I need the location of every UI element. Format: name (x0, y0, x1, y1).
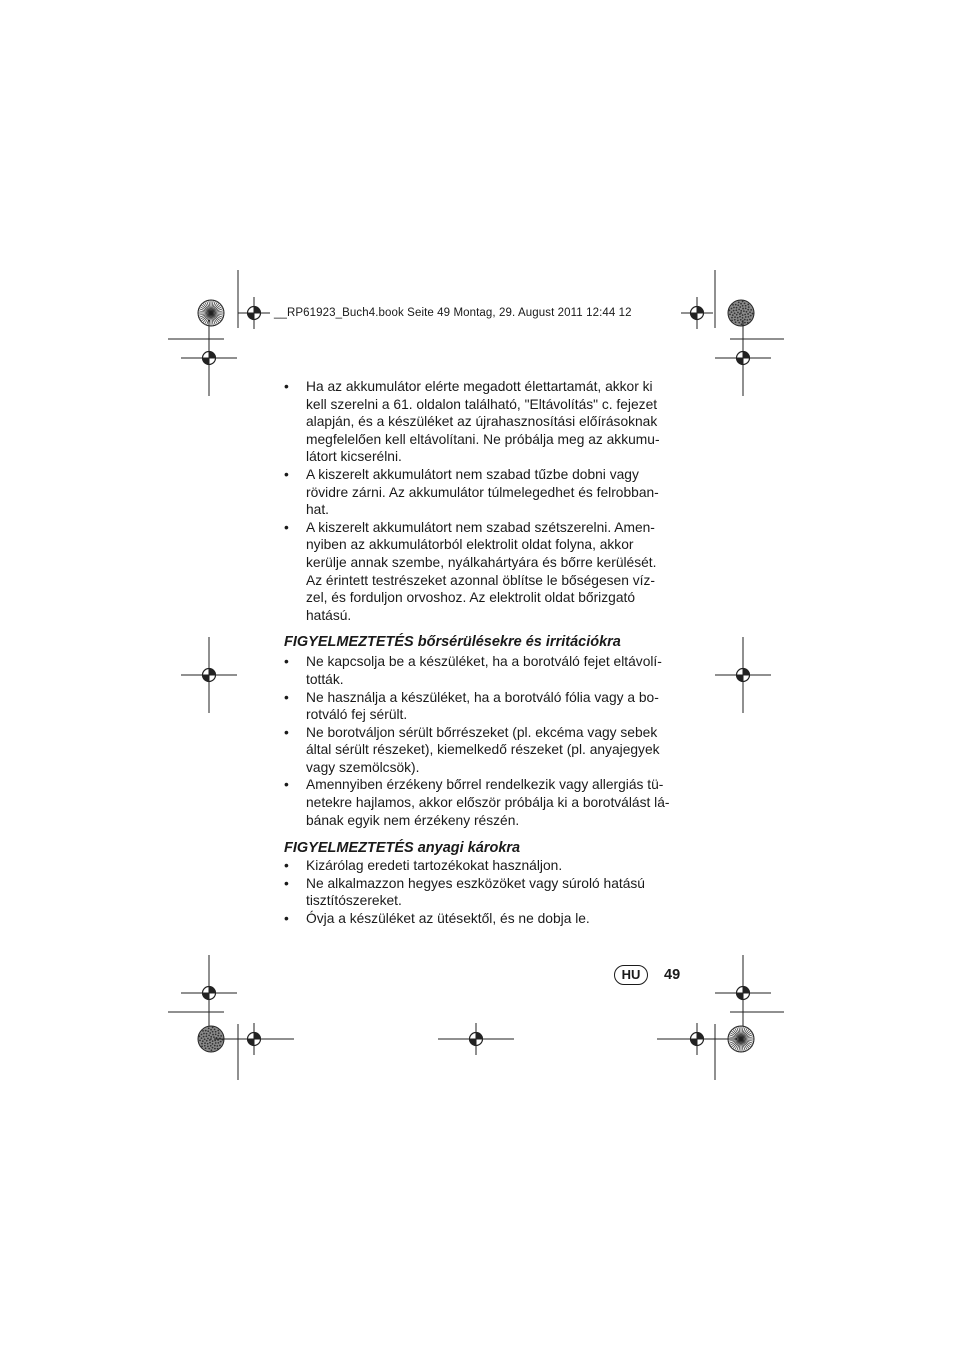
list-item-text: Amennyiben érzékeny bőrrel rendelkezik vagy allergiás tü- netekre hajlamos, akkor először próbálja ki a borotválást lá- bának egyik nem érzékeny részén. (306, 777, 670, 828)
list-item-text: Ne használja a készüléket, ha a borotváló fólia vagy a bo- rotváló fej sérült. (306, 689, 659, 723)
registration-crosshair-icon (181, 955, 237, 1031)
bullet-glyph: • (284, 519, 289, 535)
skin-warning-heading: FIGYELMEZTETÉS bőrsérülésekre és irritációkra (284, 634, 621, 651)
list-item (284, 378, 694, 466)
page-footer (614, 964, 680, 986)
registration-crosshair-icon (438, 1023, 514, 1055)
list-item (284, 776, 694, 829)
list-item-text: Ne kapcsolja be a készüléket, ha a borotváló fejet eltávolí- tották. (306, 654, 662, 687)
list-item-text: Ha az akkumulátor elérte megadott élettartamát, akkor ki kell szerelni a 61. oldalon található, "Eltávolítás" c. fejezet alapján, és a készüléket az újrahasznosítási előírásoknak megfelelően kell eltávolítani. Ne próbálja meg az akkumu- látort kicserélni. (306, 379, 660, 465)
bullet-glyph: • (284, 379, 289, 394)
registration-crosshair-icon (715, 637, 771, 713)
page-number: 49 (664, 967, 681, 983)
list-item (284, 857, 694, 875)
bullet-glyph: • (284, 777, 289, 793)
list-item-text: Kizárólag eredeti tartozékokat használjon. (306, 858, 563, 874)
list-item (284, 466, 694, 519)
bullet-glyph: • (284, 689, 289, 705)
bullet-glyph: • (284, 466, 289, 482)
language-badge: HU (614, 965, 648, 985)
printer-starburst-icon (198, 300, 224, 326)
bullet-glyph: • (284, 875, 289, 891)
page-content (284, 378, 694, 928)
material-damage-list (284, 857, 694, 927)
list-item (284, 653, 694, 688)
list-item-text: Óvja a készüléket az ütésektől, és ne dobja le. (306, 911, 590, 927)
list-item (284, 875, 694, 910)
registration-crosshair-icon (715, 955, 771, 1031)
list-item-text: A kiszerelt akkumulátort nem szabad szétszerelni. Amen- nyiben az akkumulátorból elektrolit oldat folyna, akkor kerülje annak szembe, nyálkahártyára és bőrre kerülését. Az érintett testrészeket azonnal öblítse le bőségesen víz- zel, és forduljon orvoshoz. Az elektrolit oldat bőrizgató hatású. (306, 519, 657, 623)
list-item (284, 519, 694, 625)
battery-safety-list (284, 378, 694, 624)
list-item (284, 689, 694, 724)
list-item-text: Ne borotváljon sérült bőrrészeket (pl. ekcéma vagy sebek által sérült részeket), kiemelkedő részeket (pl. anyajegyek vagy szemölcsök). (306, 724, 660, 775)
bullet-glyph: • (284, 724, 289, 740)
registration-crosshair-icon (181, 320, 237, 396)
list-item-text: Ne alkalmazzon hegyes eszközöket vagy súroló hatású tisztítószereket. (306, 875, 645, 909)
registration-crosshair-icon (238, 297, 270, 329)
list-item (284, 724, 694, 777)
bullet-glyph: • (284, 911, 289, 927)
material-damage-heading: FIGYELMEZTETÉS anyagi károkra (284, 840, 521, 857)
printer-dot-circle-icon (728, 300, 754, 326)
bullet-glyph: • (284, 654, 289, 670)
registration-crosshair-icon (214, 1023, 294, 1055)
list-item-text: A kiszerelt akkumulátort nem szabad tűzbe dobni vagy rövidre zárni. Az akkumulátor túlmelegedhet és felrobban- hat. (306, 466, 659, 518)
registration-crosshair-icon (657, 1023, 737, 1055)
registration-crosshair-icon (715, 320, 771, 396)
list-item (284, 910, 694, 928)
registration-crosshair-icon (681, 297, 713, 329)
registration-crosshair-icon (181, 637, 237, 713)
skin-warning-list (284, 653, 694, 829)
print-header-line: __RP61923_Buch4.book Seite 49 Montag, 29. August 2011 12:44 12 (274, 307, 632, 319)
bullet-glyph: • (284, 858, 289, 874)
